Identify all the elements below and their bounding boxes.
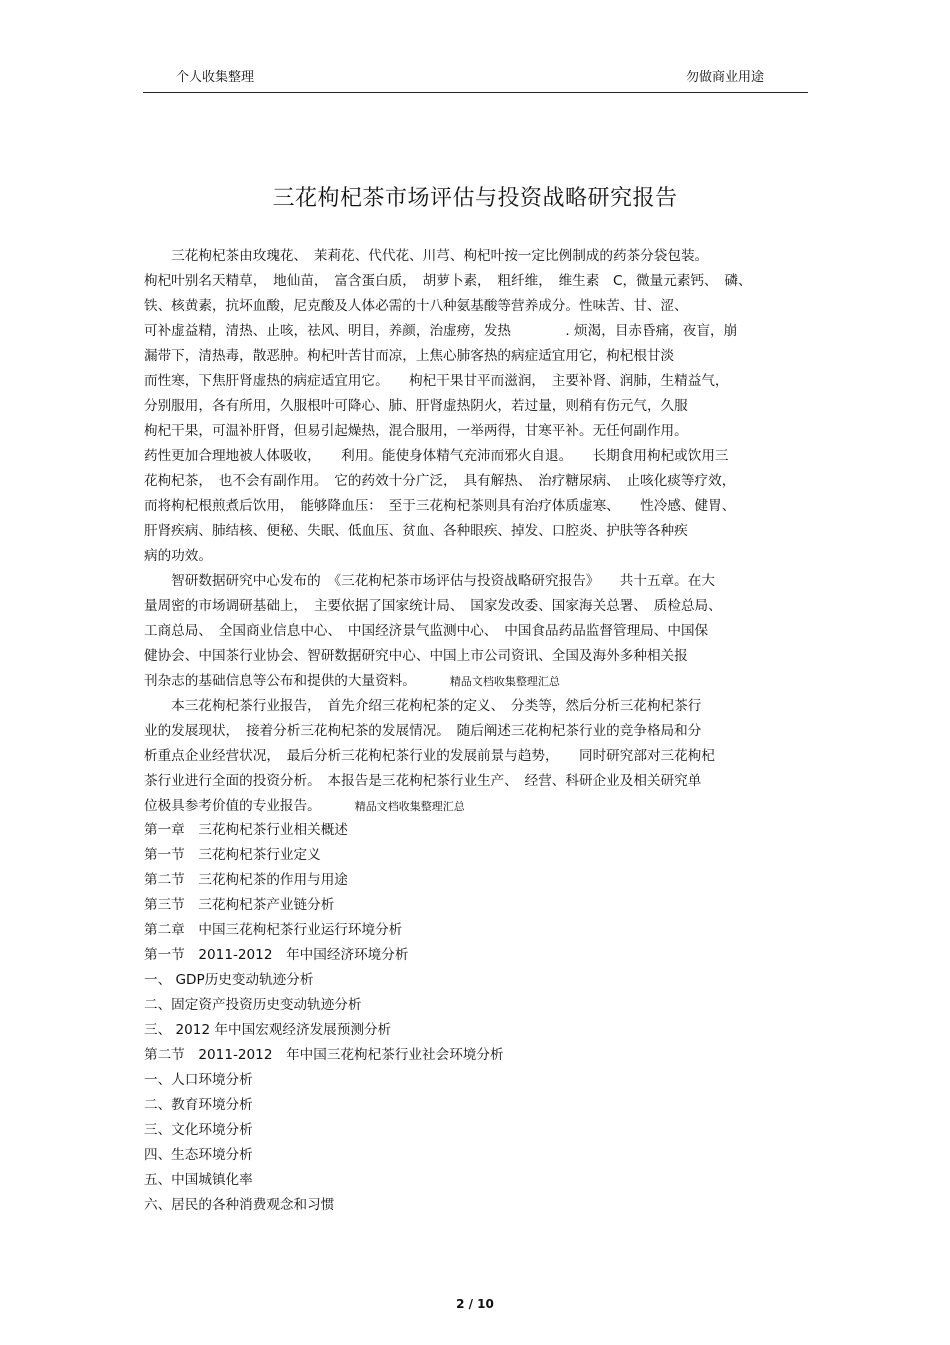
body-line: 三花枸杞茶由玫瑰花、 茉莉花、代代花、川芎、枸杞叶按一定比例制成的药茶分袋包装。 [144, 248, 709, 264]
watermark-note: 精品文档收集整理汇总 [449, 675, 560, 688]
document-title: 三花枸杞茶市场评估与投资战略研究报告 [272, 186, 678, 211]
body-line [144, 794, 814, 819]
toc-item: 二、固定资产投资历史变动轨迹分析 [144, 997, 362, 1013]
toc-item: 第二章 中国三花枸杞茶行业运行环境分析 [144, 922, 403, 938]
body-line-text: 刊杂志的基础信息等公布和提供的大量资料。 [144, 673, 410, 689]
body-line: 工商总局、 全国商业信息中心、 中国经济景气监测中心、 中国食品药品监督管理局、中国保 [144, 623, 709, 639]
body-line: 药性更加合理地被人体吸收， 利用。能使身体精气充沛而邪火自退。 长期食用枸杞或饮用三 [144, 448, 729, 464]
body-line: 花枸杞茶， 也不会有副作用。 它的药效十分广泛， 具有解热、 治疗糖尿病、 止咳化痰等疗效， [144, 473, 736, 489]
body-line: 智研数据研究中心发布的 《三花枸杞茶市场评估与投资战略研究报告》 共十五章。在大 [144, 573, 715, 589]
toc-item: 第一节 2011-2012 年中国经济环境分析 [144, 947, 409, 963]
body-line: 病的功效。 [144, 548, 212, 564]
body-line: 而将枸杞根煎煮后饮用， 能够降血压： 至于三花枸杞茶则具有治疗体质虚寒、 性冷感、健胃、 [144, 498, 736, 514]
toc-item: 第二节 三花枸杞茶的作用与用途 [144, 872, 348, 888]
toc-item: 三、 2012 年中国宏观经济发展预测分析 [144, 1022, 392, 1038]
toc-item: 三、文化环境分析 [144, 1122, 253, 1138]
toc-item: 二、教育环境分析 [144, 1097, 253, 1113]
page-header [143, 0, 808, 93]
toc-item: 五、中国城镇化率 [144, 1172, 253, 1188]
body-line [144, 669, 814, 694]
toc-item: 第二节 2011-2012 年中国三花枸杞茶行业社会环境分析 [144, 1047, 504, 1063]
body-line: 漏带下，清热毒，散恶肿。枸杞叶苦甘而凉，上焦心肺客热的病症适宜用它，枸杞根甘淡 [144, 348, 675, 364]
body-line: 量周密的市场调研基础上， 主要依据了国家统计局、 国家发改委、国家海关总署、 质检总局、 [144, 598, 722, 614]
body-line: 枸杞叶别名天精草， 地仙苗， 富含蛋白质， 胡萝卜素， 粗纤维， 维生素 C，微量元素钙、 磷、 [144, 273, 752, 289]
toc-item: 第一节 三花枸杞茶行业定义 [144, 847, 321, 863]
body-line-text: 位极具参考价值的专业报告。 [144, 798, 314, 814]
body-line: 茶行业进行全面的投资分析。 本报告是三花枸杞茶行业生产、 经营、科研企业及相关研究单 [144, 773, 702, 789]
body-line: 枸杞干果，可温补肝肾，但易引起燥热，混合服用，一举两得，甘寒平补。无任何副作用。 [144, 423, 688, 439]
body-line: 析重点企业经营状况， 最后分析三花枸杞茶行业的发展前景与趋势， 同时研究部对三花枸杞 [144, 748, 715, 764]
document-body [144, 244, 814, 819]
body-line: 铁、核黄素，抗坏血酸，尼克酸及人体必需的十八种氨基酸等营养成分。性味苦、甘、涩、 [144, 298, 688, 314]
toc-item: 一、 GDP历史变动轨迹分析 [144, 972, 314, 988]
header-left-text: 个人收集整理 [176, 70, 255, 85]
header-right-text: 勿做商业用途 [685, 70, 764, 85]
toc-item: 第一章 三花枸杞茶行业相关概述 [144, 822, 348, 838]
toc-item: 四、生态环境分析 [144, 1147, 253, 1163]
toc-item: 第三节 三花枸杞茶产业链分析 [144, 897, 335, 913]
body-line: 业的发展现状， 接着分析三花枸杞茶的发展情况。 随后阐述三花枸杞茶行业的竞争格局和分 [144, 723, 702, 739]
watermark-note: 精品文档收集整理汇总 [354, 800, 465, 813]
toc-item: 一、人口环境分析 [144, 1072, 253, 1088]
body-line: 而性寒，下焦肝肾虚热的病症适宜用它。 枸杞干果甘平而滋润， 主要补肾、润肺，生精益气， [144, 373, 729, 389]
body-line: 健协会、中国茶行业协会、智研数据研究中心、中国上市公司资讯、全国及海外多种相关报 [144, 648, 688, 664]
body-line: 可补虚益精，清热、止咳，祛风、明目，养颜，治虚痨，发热 . 烦渴，目赤昏痛，夜盲，崩 [144, 323, 738, 339]
body-line: 分别服用，各有所用，久服根叶可降心、肺、肝肾虚热阴火，若过量，则稍有伤元气，久服 [144, 398, 688, 414]
table-of-contents [144, 818, 814, 1218]
toc-item: 六、居民的各种消费观念和习惯 [144, 1197, 335, 1213]
page-number: 2 / 10 [456, 1297, 494, 1311]
body-line: 本三花枸杞茶行业报告， 首先介绍三花枸杞茶的定义、 分类等，然后分析三花枸杞茶行 [144, 698, 702, 714]
body-line: 肝肾疾病、肺结核、便秘、失眠、低血压、贫血、各种眼疾、掉发、口腔炎、护肤等各种疾 [144, 523, 688, 539]
